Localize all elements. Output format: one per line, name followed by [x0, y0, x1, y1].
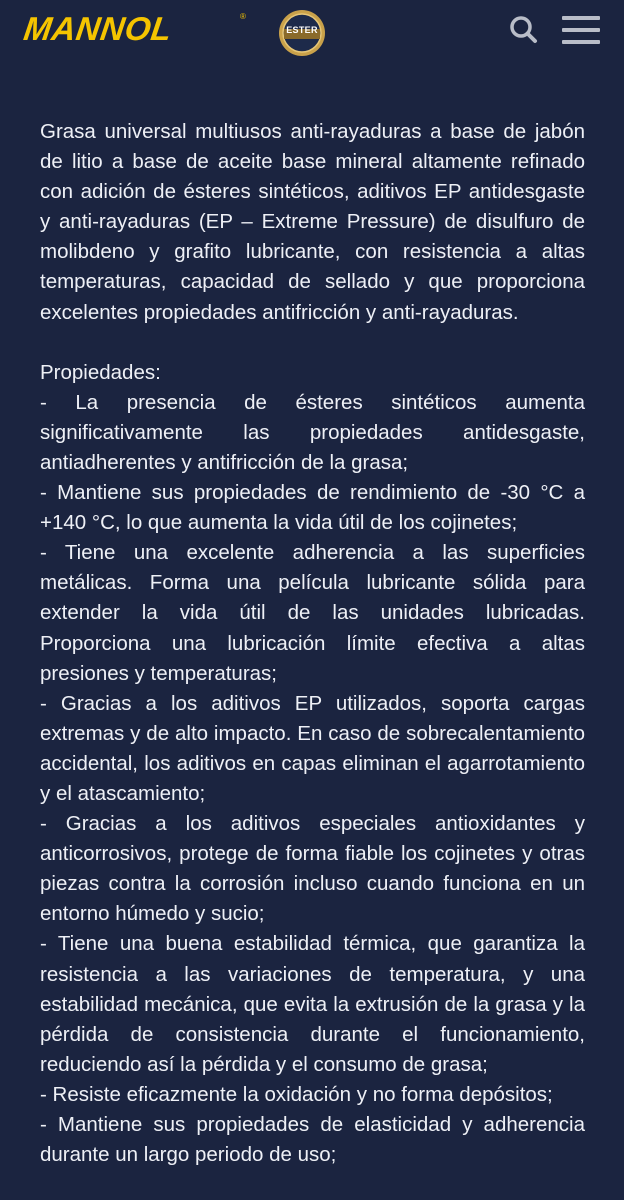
property-item: - La presencia de ésteres sintéticos aumenta significativamente las propiedades antidesgaste, antiadherentes y antifricción de la grasa; — [40, 390, 585, 474]
menu-button[interactable] — [562, 14, 602, 48]
product-description — [40, 117, 585, 1170]
property-item: - Tiene una excelente adherencia a las superficies metálicas. Forma una película lubricante sólida para extender la vida útil de las unidades lubricadas. Proporciona una lubricación límite efectiva a altas presiones y temperaturas; — [40, 541, 585, 685]
properties-heading: Propiedades: — [40, 360, 161, 384]
property-item: - Tiene una buena estabilidad térmica, que garantiza la resistencia a las variaciones de temperatura, y una estabilidad mecánica, que evita la extrusión de la grasa y la pérdida de consistencia durante el funcionamiento, reduciendo así la pérdida y el consumo de grasa; — [40, 932, 585, 1076]
ester-badge-label: ESTER — [286, 25, 318, 35]
registered-mark: ® — [240, 12, 246, 21]
property-item: - Mantiene sus propiedades de elasticidad y adherencia durante un largo periodo de uso; — [40, 1113, 585, 1167]
intro-paragraph: Grasa universal multiusos anti-rayaduras a base de jabón de litio a base de aceite base mineral altamente refinado con adición de ésteres sintéticos, aditivos EP antidesgaste y anti-rayaduras (EP – Extreme Pressure) de disulfuro de molibdeno y grafito lubricante, con resistencia a altas temperaturas, capacidad de sellado y que proporciona excelentes propiedades antifricción y anti-rayaduras. — [40, 120, 585, 324]
property-item: - Gracias a los aditivos EP utilizados, soporta cargas extremas y de alto impacto. En caso de sobrecalentamiento accidental, los aditivos en capas eliminan el agarrotamiento y el atascamiento; — [40, 691, 585, 805]
property-item: - Gracias a los aditivos especiales antioxidantes y anticorrosivos, protege de forma fiable los cojinetes y otras piezas contra la corrosión incluso cuando funciona en un entorno húmedo y sucio; — [40, 812, 585, 926]
properties-list — [40, 388, 585, 1170]
property-item: - Mantiene sus propiedades de rendimiento de -30 °C a +140 °C, lo que aumenta la vida útil de los cojinetes; — [40, 481, 585, 535]
ester-badge-icon — [278, 9, 326, 57]
site-header — [0, 0, 624, 64]
property-item: - Resiste eficazmente la oxidación y no forma depósitos; — [40, 1082, 553, 1106]
search-button[interactable] — [508, 14, 540, 46]
mannol-logo[interactable]: MANNOL — [21, 10, 175, 47]
search-icon — [508, 14, 540, 46]
